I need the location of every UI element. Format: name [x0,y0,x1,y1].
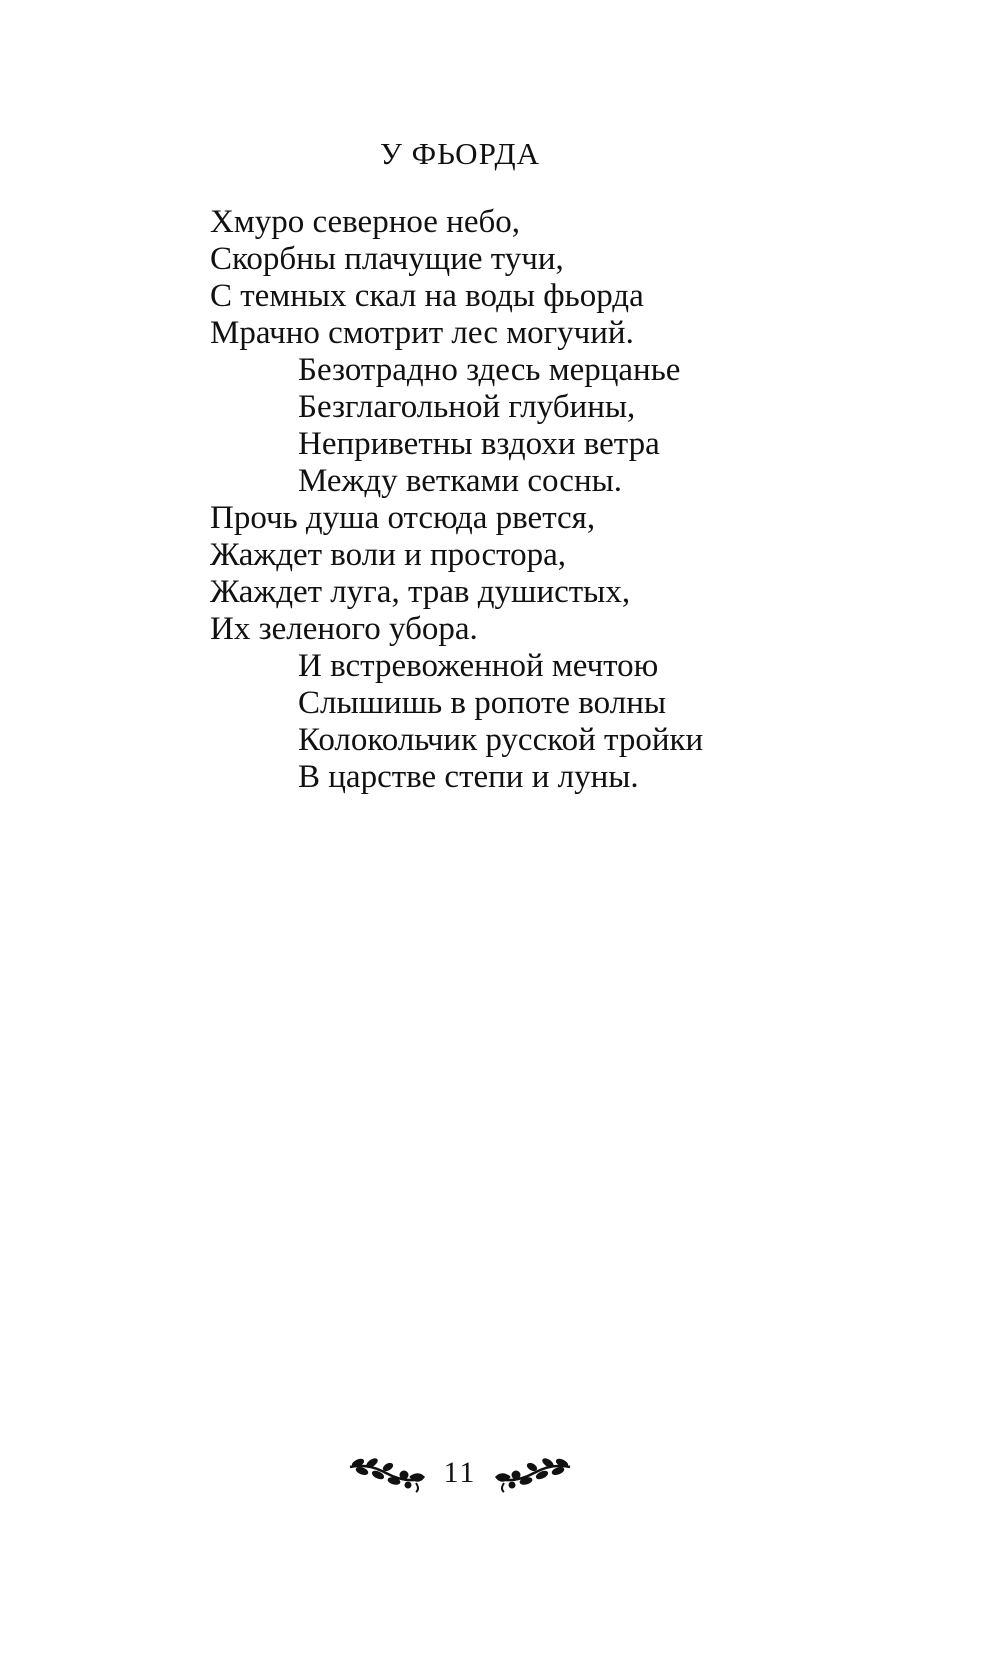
stanza-4 [210,648,970,796]
stanza-3 [210,500,970,648]
stanza-2 [210,352,970,500]
floral-vine-ornament-icon [492,1453,572,1493]
poem-body [210,204,970,796]
poem-line: Слышишь в ропоте волны [298,685,667,721]
poem-line: Безглагольной глубины, [298,389,636,425]
poem-line: Колокольчик русской тройки [298,722,704,758]
poem-line: Хмуро северное небо, [210,204,521,240]
poem-line: Жаждет луга, трав душистых, [210,574,631,610]
poem-line: Мрачно смотрит лес могучий. [210,315,634,351]
poem-line: Скорбны плачущие тучи, [210,241,564,277]
poem-line: Безотрадно здесь мерцанье [298,352,681,388]
poem-line: Неприветны вздохи ветра [298,426,660,462]
poem-line: Их зеленого убора. [210,611,478,647]
poem-line: С темных скал на воды фьорда [210,278,644,314]
poem-line: И встревоженной мечтою [298,648,659,684]
floral-vine-ornament-icon [348,1453,428,1493]
poem-line: Прочь душа отсюда рвется, [210,500,596,536]
poem-line: В царстве степи и луны. [298,759,639,795]
page-number: 11 [443,1456,477,1489]
stanza-1 [210,204,970,352]
poem-line: Между ветками сосны. [298,463,623,499]
page-footer [0,1453,920,1493]
poem-line: Жаждет воли и простора, [210,537,567,573]
poem-title: У ФЬОРДА [379,136,541,171]
